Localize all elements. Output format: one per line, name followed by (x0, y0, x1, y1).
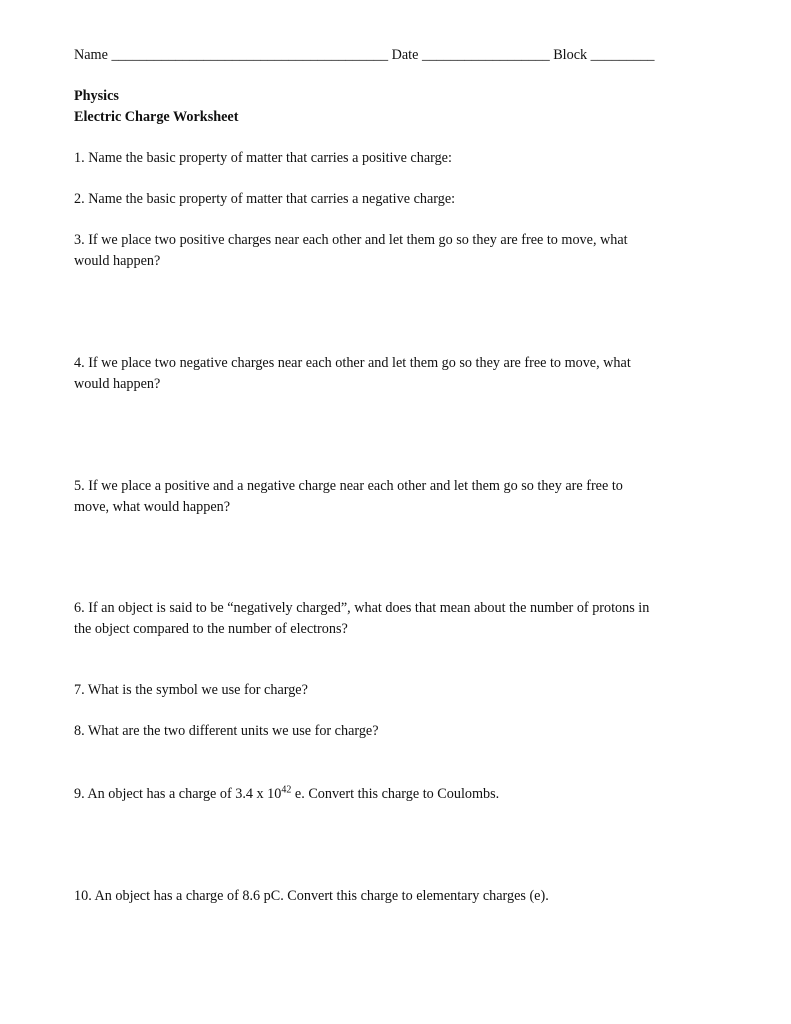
question-3-line-1: 3. If we place two positive charges near each other and let them go so they are free to move, what (74, 232, 628, 248)
name-label: Name (74, 47, 108, 63)
question-9 (74, 784, 714, 805)
question-9-text-end: e. Convert this charge to Coulombs. (291, 786, 500, 802)
question-1: 1. Name the basic property of matter that carries a positive charge: (74, 150, 452, 166)
question-3 (74, 230, 714, 272)
question-5-line-2: move, what would happen? (74, 499, 231, 515)
question-3-line-2: would happen? (74, 253, 161, 269)
block-blank: _________ (590, 47, 655, 63)
date-label: Date (391, 47, 419, 63)
question-6-line-1: 6. If an object is said to be “negatively charged”, what does that mean about the number of protons in (74, 600, 650, 616)
question-5 (74, 476, 714, 518)
question-4 (74, 353, 714, 395)
name-blank: _______________________________________ (111, 47, 389, 63)
question-5-line-1: 5. If we place a positive and a negative charge near each other and let them go so they are free to (74, 478, 623, 494)
question-9-text: 9. An object has a charge of 3.4 x 10 (74, 786, 282, 802)
question-6 (74, 598, 714, 640)
question-7: 7. What is the symbol we use for charge? (74, 682, 308, 698)
question-4-line-1: 4. If we place two negative charges near each other and let them go so they are free to move, what (74, 355, 631, 371)
question-9-exponent: 42 (281, 784, 292, 796)
header-fields (74, 45, 714, 66)
question-10: 10. An object has a charge of 8.6 pC. Convert this charge to elementary charges (e). (74, 888, 549, 904)
question-8: 8. What are the two different units we use for charge? (74, 723, 379, 739)
worksheet-title: Electric Charge Worksheet (74, 109, 239, 125)
question-6-line-2: the object compared to the number of electrons? (74, 621, 348, 637)
question-4-line-2: would happen? (74, 376, 161, 392)
subject-title: Physics (74, 88, 119, 104)
date-blank: __________________ (421, 47, 550, 63)
block-label: Block (553, 47, 588, 63)
question-2: 2. Name the basic property of matter that carries a negative charge: (74, 191, 456, 207)
